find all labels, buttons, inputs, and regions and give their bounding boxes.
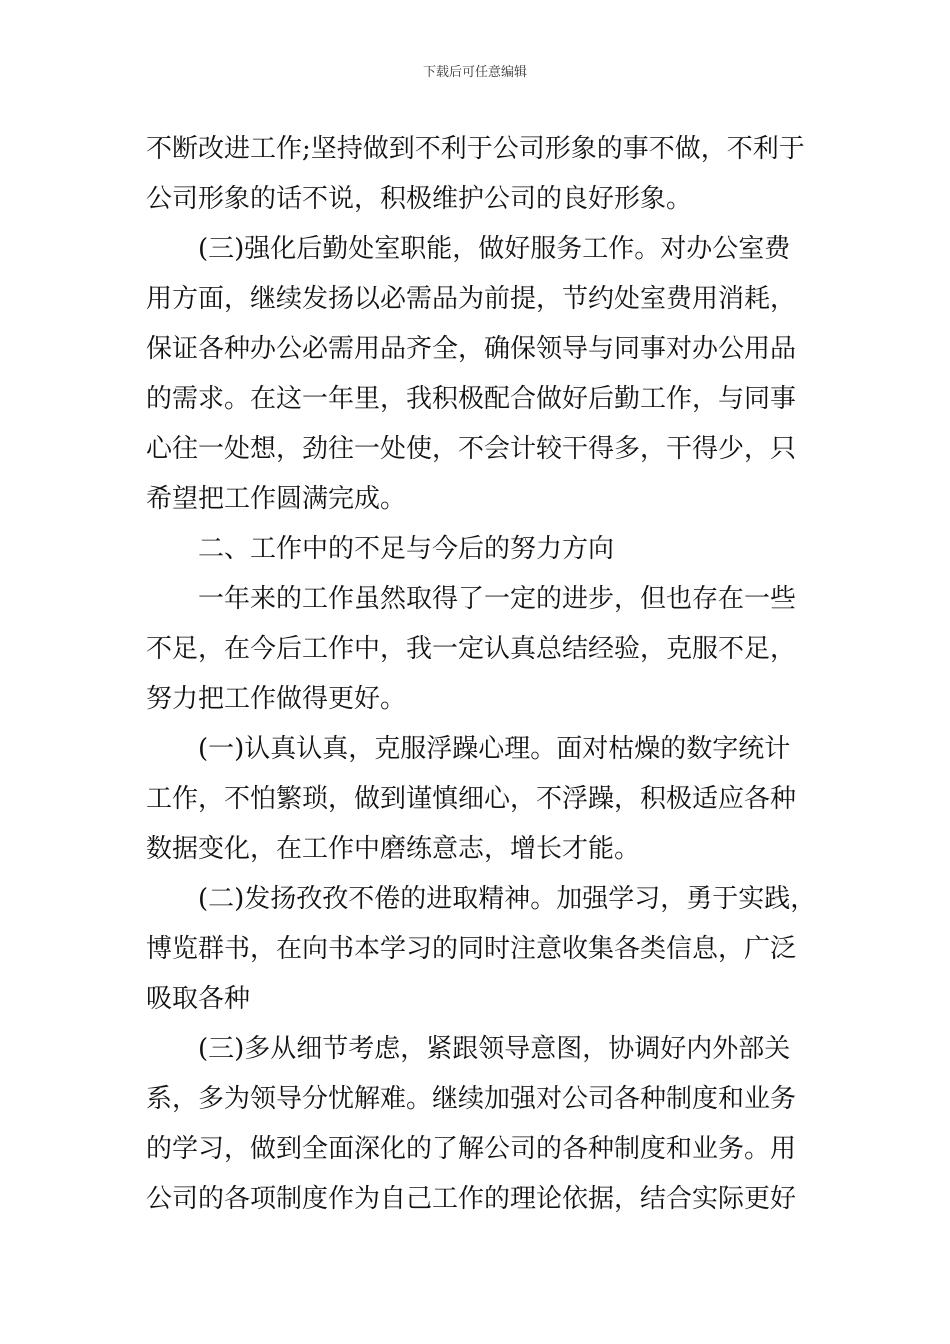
text-line: 用方面，继续发扬以必需品为前提，节约处室费用消耗， [146, 284, 797, 314]
text-line: 系，多为领导分忧解难。继续加强对公司各种制度和业务 [146, 1084, 797, 1114]
document-body [146, 124, 836, 1224]
section-heading: 二、工作中的不足与今后的努力方向 [198, 534, 615, 564]
text-line: 希望把工作圆满完成。 [146, 484, 407, 514]
text-line: (三)强化后勤处室职能，做好服务工作。对办公室费 [198, 234, 791, 264]
page-header: 下载后可任意编辑 [422, 65, 527, 80]
text-line: (一)认真认真，克服浮躁心理。面对枯燥的数字统计 [198, 734, 791, 764]
text-line: (三)多从细节考虑，紧跟领导意图，协调好内外部关 [198, 1034, 791, 1064]
text-line: 公司形象的话不说，积极维护公司的良好形象。 [146, 184, 693, 214]
text-line: 心往一处想，劲往一处使，不会计较干得多，干得少，只 [146, 434, 797, 464]
text-line: 数据变化，在工作中磨练意志，增长才能。 [146, 834, 641, 864]
text-line: 不断改进工作;坚持做到不利于公司形象的事不做，不利于 [146, 134, 805, 164]
text-line: 吸取各种 [146, 984, 251, 1014]
text-line: 博览群书，在向书本学习的同时注意收集各类信息，广泛 [146, 934, 797, 964]
text-line: (二)发扬孜孜不倦的进取精神。加强学习，勇于实践， [198, 884, 817, 914]
text-line: 保证各种办公必需用品齐全，确保领导与同事对办公用品 [146, 334, 797, 364]
text-line: 的学习，做到全面深化的了解公司的各种制度和业务。用 [146, 1134, 797, 1164]
text-line: 的需求。在这一年里，我积极配合做好后勤工作，与同事 [146, 384, 797, 414]
text-line: 公司的各项制度作为自己工作的理论依据，结合实际更好 [146, 1184, 797, 1214]
text-line: 工作，不怕繁琐，做到谨慎细心，不浮躁，积极适应各种 [146, 784, 797, 814]
text-line: 不足，在今后工作中，我一定认真总结经验，克服不足， [146, 634, 797, 664]
text-line: 一年来的工作虽然取得了一定的进步，但也存在一些 [198, 584, 797, 614]
text-line: 努力把工作做得更好。 [146, 684, 407, 714]
